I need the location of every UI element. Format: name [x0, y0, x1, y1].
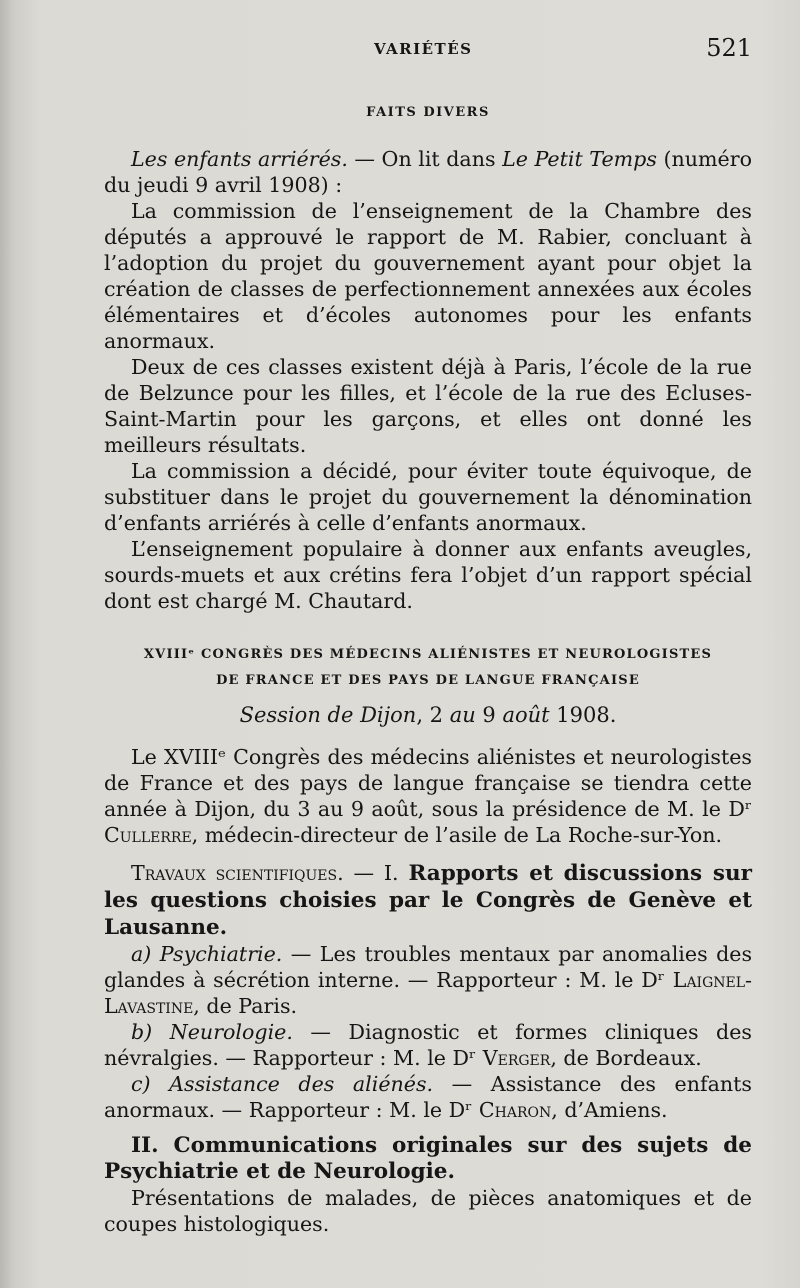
- travaux-number: — I.: [343, 861, 409, 885]
- page-number: 521: [706, 34, 752, 62]
- paragraph: L’enseignement populaire à donner aux enfants aveugles, sourds-muets et aux crétins fera l’objet d’un rapport spécial dont est chargé M. Chautard.: [104, 537, 752, 613]
- item-b-text: — Diagnostic et formes cliniques des névralgies. — Rapporteur : M. le Dʳ: [104, 1020, 752, 1070]
- session-place: Session de Dijon: [239, 703, 417, 727]
- president-name: Cullerre: [104, 823, 192, 847]
- travaux-heading: Rapports et discussions sur les questions choisies par le Congrès de Genève et Lausanne.: [104, 861, 752, 940]
- spacer: [104, 848, 752, 860]
- session-au: au: [449, 703, 476, 727]
- item-c-letter: c): [131, 1072, 151, 1096]
- paragraph: La commission a décidé, pour éviter toute équivoque, de substituer dans le projet du gouvernement la dénomination d’enfants arriérés à celle d’enfants anormaux.: [104, 459, 752, 535]
- item-a: [104, 941, 752, 1019]
- session-month: août: [502, 703, 550, 727]
- item-a-text: — Les troubles mentaux par anomalies des glandes à sécrétion interne. — Rapporteur : M. le Dʳ: [104, 942, 753, 992]
- running-title: VARIÉTÉS: [374, 40, 473, 58]
- item-a-rapporteur: Laignel-Lavastine: [104, 968, 752, 1018]
- source-title: Le Petit Temps: [502, 147, 657, 171]
- article-title: Les enfants arriérés.: [131, 147, 348, 171]
- section-two-text: Présentations de malades, de pièces anatomiques et de coupes histologiques.: [104, 1186, 752, 1236]
- item-c-rapporteur: Charon: [478, 1098, 552, 1122]
- session-line: [104, 702, 752, 728]
- travaux-paragraph: [104, 860, 752, 941]
- paragraph: La commission de l’enseignement de la Chambre des députés a approuvé le rapport de M. Rabier, concluant à l’adoption du projet du gouvernement ayant pour objet la création de classes de perfectionnement annexées aux écoles élémentaires et d’écoles autonomes pour les enfants anormaux.: [104, 199, 752, 353]
- congress-intro: [104, 744, 752, 848]
- congress-intro-text: Le XVIIIᵉ Congrès des médecins aliénistes et neurologistes de France et des pays de langue française se tiendra cette année à Dijon, du 3 au 9 août, sous la présidence de M. le Dʳ: [104, 745, 752, 821]
- item-c-city: , d’Amiens.: [551, 1098, 668, 1122]
- page-content: [104, 104, 752, 1237]
- item-b: [104, 1019, 752, 1071]
- page-header: [104, 34, 752, 64]
- session-year: 1908.: [549, 703, 617, 727]
- congress-intro-end: , médecin-directeur de l’asile de La Roche-sur-Yon.: [191, 823, 723, 847]
- congress-heading-line2: DE FRANCE ET DES PAYS DE LANGUE FRANÇAISE: [216, 673, 640, 688]
- item-b-rapporteur: Verger: [482, 1046, 551, 1070]
- congress-heading-line1: XVIIIᵉ CONGRÈS DES MÉDECINS ALIÉNISTES ET NEUROLOGISTES: [143, 647, 713, 662]
- intro-text: — On lit dans: [347, 147, 503, 171]
- item-b-topic: Neurologie.: [169, 1020, 293, 1044]
- item-c: [104, 1071, 752, 1123]
- item-a-topic: Psychiatrie.: [159, 942, 283, 966]
- faits-divers-heading: FAITS DIVERS: [366, 105, 490, 120]
- session-date-start: , 2: [416, 703, 450, 727]
- item-a-letter: a): [131, 942, 152, 966]
- session-date-end: 9: [475, 703, 503, 727]
- faits-divers-intro: [104, 146, 752, 198]
- travaux-label: Travaux scientifiques.: [131, 861, 344, 885]
- congress-heading: [104, 642, 752, 694]
- section-two-heading: II. Communications originales sur des sujets de Psychiatrie et de Neurologie.: [104, 1133, 752, 1184]
- paragraph: Deux de ces classes existent déjà à Paris, l’école de la rue de Belzunce pour les filles, et l’école de la rue des Ecluses-Saint-Martin pour les garçons, et elles ont donné les meilleurs résultats.: [104, 355, 752, 457]
- item-c-text: — Assistance des enfants anormaux. — Rapporteur : M. le Dʳ: [104, 1072, 752, 1122]
- item-b-letter: b): [131, 1020, 153, 1044]
- item-b-city: , de Bordeaux.: [550, 1046, 702, 1070]
- item-a-city: , de Paris.: [193, 994, 298, 1018]
- item-c-topic: Assistance des aliénés.: [169, 1072, 434, 1096]
- intro-date: (numéro du jeudi 9 avril 1908) :: [104, 147, 752, 197]
